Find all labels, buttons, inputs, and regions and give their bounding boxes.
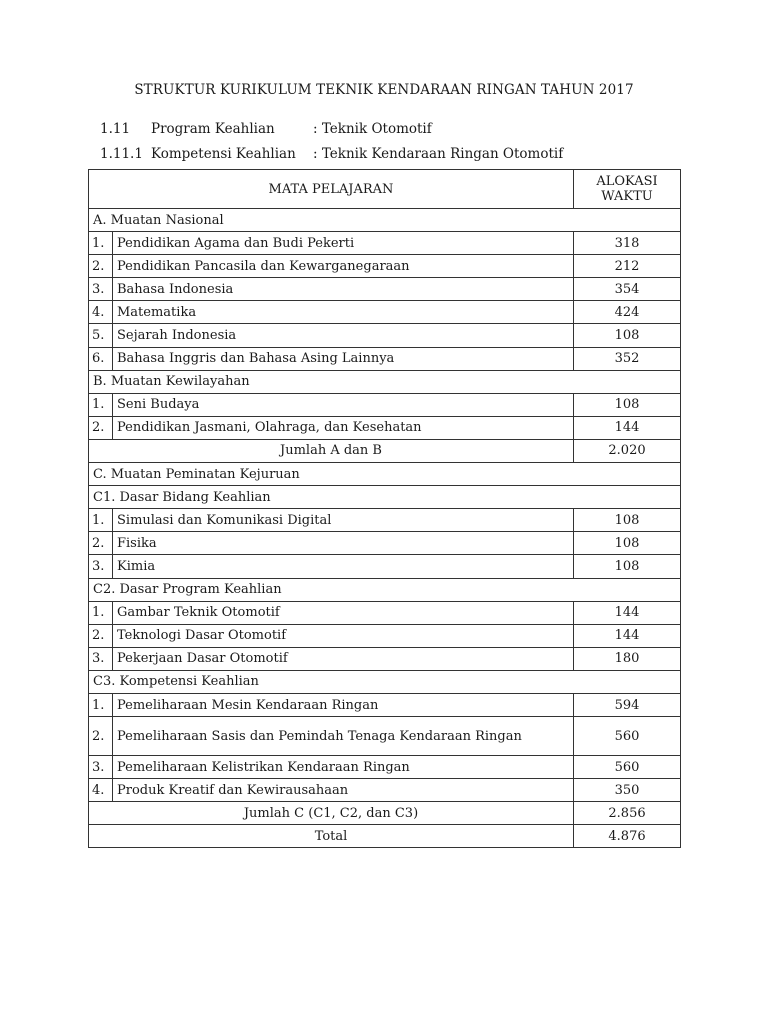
row-number: 4. bbox=[89, 779, 113, 802]
table-header-row bbox=[89, 170, 681, 209]
header-time-line1: ALOKASI bbox=[596, 174, 658, 189]
section-row bbox=[89, 370, 681, 393]
subsection-title-c1: C1. Dasar Bidang Keahlian bbox=[89, 486, 681, 509]
table-row bbox=[89, 347, 681, 370]
time-value: 424 bbox=[574, 301, 681, 324]
program-number: 1.11 bbox=[100, 121, 131, 137]
time-value: 560 bbox=[574, 717, 681, 756]
row-number: 1. bbox=[89, 601, 113, 624]
subject-name: Teknologi Dasar Otomotif bbox=[113, 624, 574, 647]
header-time-line2: WAKTU bbox=[601, 189, 653, 204]
row-number: 2. bbox=[89, 416, 113, 439]
subsection-row bbox=[89, 670, 681, 693]
subject-name: Bahasa Inggris dan Bahasa Asing Lainnya bbox=[113, 347, 574, 370]
total-value: 4.876 bbox=[574, 825, 681, 848]
document-title: STRUKTUR KURIKULUM TEKNIK KENDARAAN RINGAN TAHUN 2017 bbox=[134, 82, 634, 98]
time-value: 108 bbox=[574, 393, 681, 416]
time-value: 594 bbox=[574, 693, 681, 716]
table-row bbox=[89, 756, 681, 779]
table-row bbox=[89, 324, 681, 347]
subject-name: Seni Budaya bbox=[113, 393, 574, 416]
subsection-row bbox=[89, 486, 681, 509]
time-value: 144 bbox=[574, 624, 681, 647]
program-value: : Teknik Otomotif bbox=[313, 121, 432, 137]
header-subject: MATA PELAJARAN bbox=[89, 170, 574, 209]
table-row bbox=[89, 232, 681, 255]
row-number: 4. bbox=[89, 301, 113, 324]
subsection-title-c2: C2. Dasar Program Keahlian bbox=[89, 578, 681, 601]
section-title-a: A. Muatan Nasional bbox=[89, 209, 681, 232]
time-value: 318 bbox=[574, 232, 681, 255]
subject-name: Fisika bbox=[113, 532, 574, 555]
table-row bbox=[89, 601, 681, 624]
time-value: 144 bbox=[574, 601, 681, 624]
subtotal-ab-value: 2.020 bbox=[574, 439, 681, 462]
table-row bbox=[89, 278, 681, 301]
row-number: 1. bbox=[89, 393, 113, 416]
table-row bbox=[89, 647, 681, 670]
subtotal-ab-row bbox=[89, 439, 681, 462]
time-value: 108 bbox=[574, 555, 681, 578]
table-row bbox=[89, 301, 681, 324]
table-row bbox=[89, 416, 681, 439]
subject-name: Sejarah Indonesia bbox=[113, 324, 574, 347]
table-row bbox=[89, 555, 681, 578]
section-row bbox=[89, 463, 681, 486]
subsection-row bbox=[89, 578, 681, 601]
subtotal-c-value: 2.856 bbox=[574, 802, 681, 825]
row-number: 3. bbox=[89, 756, 113, 779]
row-number: 2. bbox=[89, 255, 113, 278]
section-row bbox=[89, 209, 681, 232]
subject-name: Produk Kreatif dan Kewirausahaan bbox=[113, 779, 574, 802]
table-row bbox=[89, 624, 681, 647]
program-label: Program Keahlian bbox=[151, 121, 275, 137]
row-number: 3. bbox=[89, 647, 113, 670]
row-number: 2. bbox=[89, 624, 113, 647]
total-row bbox=[89, 825, 681, 848]
subtotal-ab-label: Jumlah A dan B bbox=[89, 439, 574, 462]
row-number: 1. bbox=[89, 232, 113, 255]
table-row bbox=[89, 693, 681, 716]
subsection-title-c3: C3. Kompetensi Keahlian bbox=[89, 670, 681, 693]
table-row bbox=[89, 393, 681, 416]
subject-name: Pemeliharaan Sasis dan Pemindah Tenaga Kendaraan Ringan bbox=[113, 717, 574, 756]
total-label: Total bbox=[89, 825, 574, 848]
time-value: 108 bbox=[574, 324, 681, 347]
table-row bbox=[89, 717, 681, 756]
kompetensi-number: 1.11.1 bbox=[100, 146, 143, 162]
row-number: 6. bbox=[89, 347, 113, 370]
curriculum-table bbox=[88, 169, 681, 848]
subject-name: Bahasa Indonesia bbox=[113, 278, 574, 301]
row-number: 1. bbox=[89, 693, 113, 716]
row-number: 2. bbox=[89, 532, 113, 555]
subject-name: Pendidikan Agama dan Budi Pekerti bbox=[113, 232, 574, 255]
subject-name: Gambar Teknik Otomotif bbox=[113, 601, 574, 624]
table-row bbox=[89, 509, 681, 532]
time-value: 144 bbox=[574, 416, 681, 439]
time-value: 350 bbox=[574, 779, 681, 802]
row-number: 1. bbox=[89, 509, 113, 532]
row-number: 2. bbox=[89, 717, 113, 756]
subject-name: Matematika bbox=[113, 301, 574, 324]
subject-name: Pemeliharaan Kelistrikan Kendaraan Ringan bbox=[113, 756, 574, 779]
subject-name: Pendidikan Pancasila dan Kewarganegaraan bbox=[113, 255, 574, 278]
time-value: 180 bbox=[574, 647, 681, 670]
row-number: 5. bbox=[89, 324, 113, 347]
section-title-c: C. Muatan Peminatan Kejuruan bbox=[89, 463, 681, 486]
time-value: 108 bbox=[574, 532, 681, 555]
row-number: 3. bbox=[89, 555, 113, 578]
time-value: 560 bbox=[574, 756, 681, 779]
time-value: 352 bbox=[574, 347, 681, 370]
subject-name: Pemeliharaan Mesin Kendaraan Ringan bbox=[113, 693, 574, 716]
subject-name: Pendidikan Jasmani, Olahraga, dan Kesehatan bbox=[113, 416, 574, 439]
subject-name: Kimia bbox=[113, 555, 574, 578]
header-time bbox=[574, 170, 681, 209]
time-value: 108 bbox=[574, 509, 681, 532]
kompetensi-label: Kompetensi Keahlian bbox=[151, 146, 296, 162]
table-row bbox=[89, 532, 681, 555]
row-number: 3. bbox=[89, 278, 113, 301]
subtotal-c-row bbox=[89, 802, 681, 825]
section-title-b: B. Muatan Kewilayahan bbox=[89, 370, 681, 393]
subject-name: Simulasi dan Komunikasi Digital bbox=[113, 509, 574, 532]
table-row bbox=[89, 255, 681, 278]
time-value: 212 bbox=[574, 255, 681, 278]
kompetensi-value: : Teknik Kendaraan Ringan Otomotif bbox=[313, 146, 564, 162]
table-row bbox=[89, 779, 681, 802]
time-value: 354 bbox=[574, 278, 681, 301]
subtotal-c-label: Jumlah C (C1, C2, dan C3) bbox=[89, 802, 574, 825]
subject-name: Pekerjaan Dasar Otomotif bbox=[113, 647, 574, 670]
